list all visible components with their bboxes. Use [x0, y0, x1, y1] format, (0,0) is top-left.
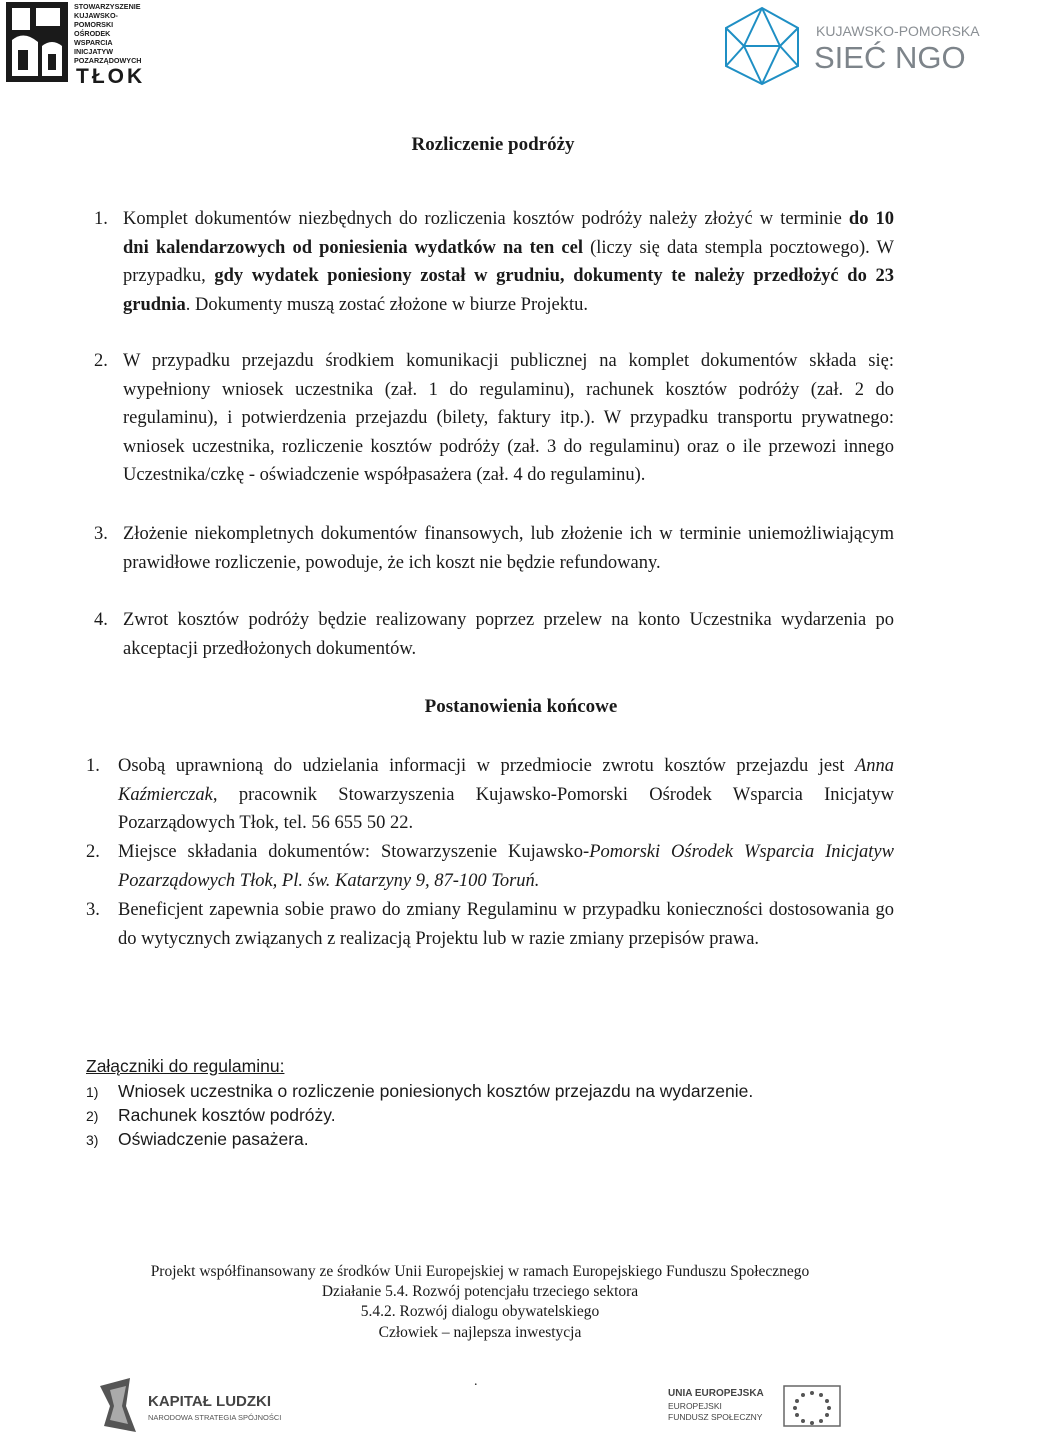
footer-dot: .: [474, 1374, 478, 1389]
contact-person: Anna Kaźmierczak: [118, 756, 894, 805]
item-text: Miejsce składania dokumentów: Stowarzyszenie Kujawsko-: [118, 842, 590, 862]
tlok-logo-line: WSPARCIA: [74, 38, 113, 47]
footer-line: Człowiek – najlepsza inwestycja: [378, 1324, 582, 1341]
list-number: 2.: [86, 842, 100, 862]
attachment-item: [86, 1105, 336, 1126]
tlok-logo-line: STOWARZYSZENIE: [74, 2, 141, 11]
ue-logo-line: FUNDUSZ SPOŁECZNY: [668, 1412, 763, 1422]
list-item: Zwrot kosztów podróży będzie realizowany poprzez przelew na konto Uczestnika wydarzenia po akceptacji przedłożonych dokumentów.: [123, 610, 894, 659]
ue-logo-line: UNIA EUROPEJSKA: [668, 1388, 764, 1399]
item-text: (liczy się data stempla pocztowego). W przypadku,: [123, 237, 894, 286]
unia-europejska-logo: [664, 1384, 844, 1428]
tlok-logo-line: POZARZĄDOWYCH: [74, 56, 142, 65]
item-text: , pracownik Stowarzyszenia Kujawsko-Pomorski Ośrodek Wsparcia Inicjatyw Pozarządowych Tłok, tel. 56 655 50 22.: [118, 784, 894, 833]
kl-logo-main: KAPITAŁ LUDZKI: [148, 1393, 272, 1410]
section-title-rozliczenie: Rozliczenie podróży: [411, 134, 575, 155]
list-number: 1.: [86, 756, 100, 776]
item-text: . Dokumenty muszą zostać złożone w biurze Projektu.: [185, 294, 588, 315]
ue-logo-line: EUROPEJSKI: [668, 1401, 722, 1411]
tlok-logo-line: KUJAWSKO-: [74, 11, 118, 20]
tlok-logo-line: INICJATYW: [74, 47, 113, 56]
item-text: Komplet dokumentów niezbędnych do rozliczenia kosztów podróży należy złożyć w terminie: [123, 209, 849, 229]
attachment-item: [86, 1081, 753, 1102]
attachment-text: Wniosek uczestnika o rozliczenie poniesionych kosztów przejazdu na wydarzenie.: [118, 1081, 754, 1101]
list-number: 3.: [94, 524, 108, 544]
list-item: [118, 838, 894, 895]
attachment-number: 2): [86, 1108, 99, 1124]
kapital-ludzki-logo: [96, 1376, 296, 1434]
footer-line: Działanie 5.4. Rozwój potencjału trzeciego sektora: [321, 1283, 639, 1300]
attachment-text: Oświadczenie pasażera.: [118, 1129, 309, 1149]
attachment-text: Rachunek kosztów podróży.: [118, 1105, 336, 1125]
list-item: Złożenie niekompletnych dokumentów finansowych, lub złożenie ich w terminie uniemożliwiającym prawidłowe rozliczenie, powoduje, że ich koszt nie będzie refundowany.: [123, 524, 894, 573]
item-text-italic: Pomorski Ośrodek Wsparcia Inicjatyw Pozarządowych Tłok, Pl. św. Katarzyny 9, 87-100 Toruń.: [118, 842, 894, 891]
list-number: 2.: [94, 351, 108, 371]
tlok-logo-line: OŚRODEK: [74, 29, 111, 38]
list-number: 1.: [94, 209, 108, 229]
footer-line: 5.4.2. Rozwój dialogu obywatelskiego: [360, 1303, 600, 1320]
footer-line: Projekt współfinansowany ze środków Unii Europejskiej w ramach Europejskiego Funduszu Społecznego: [150, 1263, 810, 1280]
list-item: [123, 205, 894, 319]
list-item: W przypadku przejazdu środkiem komunikacji publicznej na komplet dokumentów składa się: wypełniony wniosek uczestnika (zał. 1 do regulaminu), rachunek kosztów podróży (zał. 2 do regulaminu), i potwierdzenia przejazdu (bilety, faktury itp.). W przypadku transportu prywatnego: wniosek uczestnika, rozliczenie kosztów podróży (zał. 3 do regulaminu) oraz o ile przewozi innego Uczestnika/czkę - oświadczenie współpasażera (zał. 4 do regulaminu).: [123, 351, 894, 485]
attachment-number: 3): [86, 1132, 99, 1148]
tlok-logo-name: TŁOK: [76, 65, 146, 88]
item-text-bold: do 10 dni kalendarzowych od poniesienia wydatków na ten cel: [123, 209, 894, 258]
kl-logo-sub: NARODOWA STRATEGIA SPÓJNOŚCI: [148, 1413, 282, 1422]
list-item: [118, 752, 894, 838]
tlok-logo: [4, 0, 162, 86]
siec-logo-main: SIEĆ NGO: [814, 40, 966, 75]
item-text: Osobą uprawnioną do udzielania informacji w przedmiocie zwrotu kosztów przejazdu jest: [118, 756, 855, 776]
attachment-item: [86, 1129, 309, 1150]
section-title-postanowienia: Postanowienia końcowe: [424, 696, 618, 717]
item-text-bold: gdy wydatek poniesiony został w grudniu, dokumenty te należy przedłożyć do 23 grudnia: [123, 266, 894, 315]
tlok-logo-line: POMORSKI: [74, 20, 114, 29]
list-item: Beneficjent zapewnia sobie prawo do zmiany Regulaminu w przypadku konieczności dostosowania go do wytycznych związanych z realizacją Projektu lub w razie zmiany przepisów prawa.: [118, 900, 894, 949]
list-number: 3.: [86, 900, 100, 920]
siec-ngo-logo: [722, 6, 980, 86]
attachments-heading: Załączniki do regulaminu:: [86, 1056, 285, 1076]
siec-logo-top: KUJAWSKO-POMORSKA: [816, 23, 980, 39]
list-number: 4.: [94, 610, 108, 630]
attachment-number: 1): [86, 1084, 99, 1100]
